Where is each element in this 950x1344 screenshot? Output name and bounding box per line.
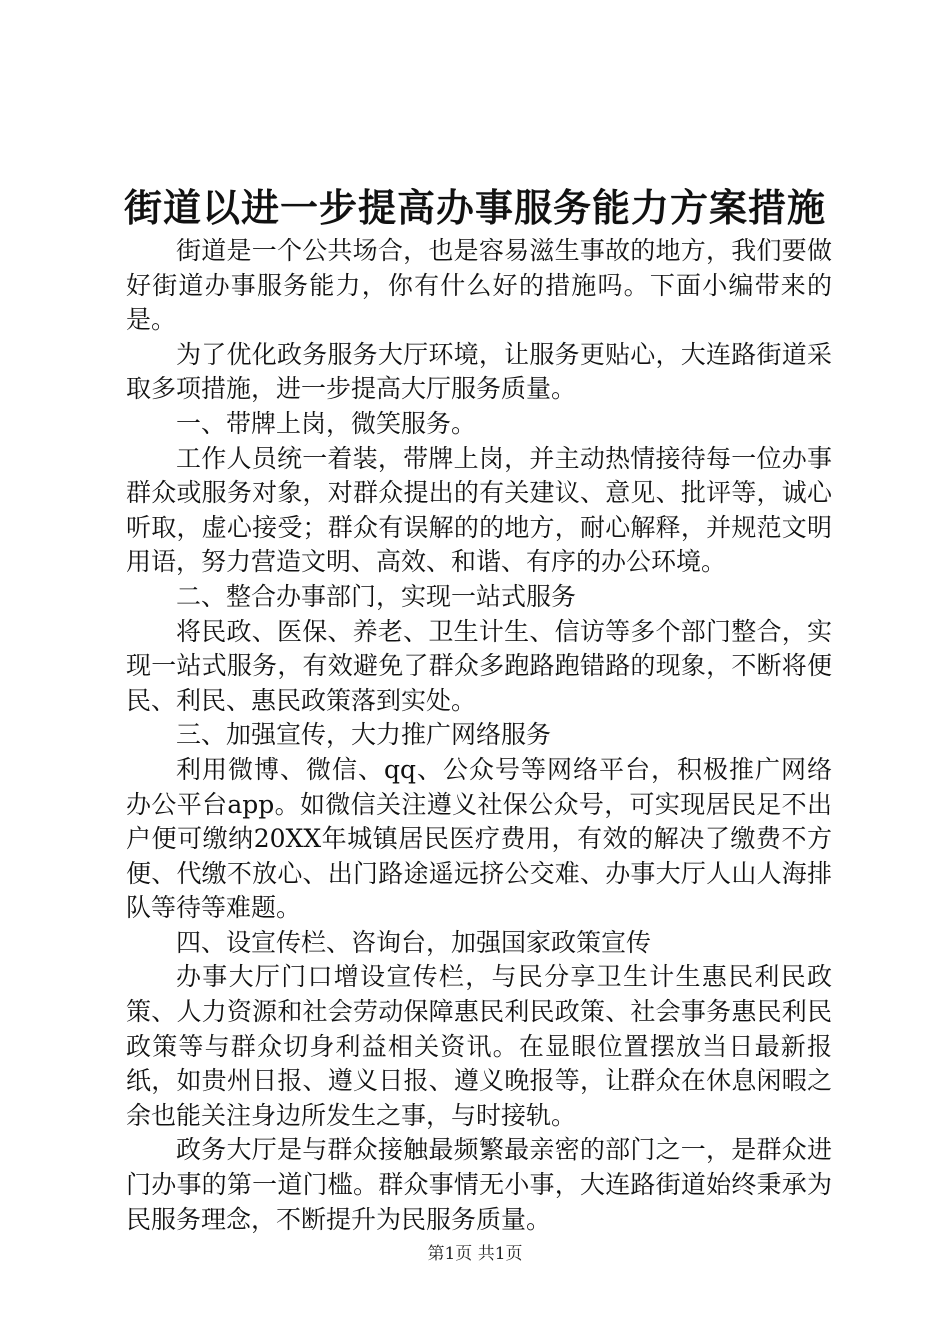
paragraph-conclusion: 政务大厅是与群众接触最频繁最亲密的部门之一，是群众进门办事的第一道门槛。群众事情无小事，大连路街道始终秉承为民服务理念，不断提升为民服务质量。 — [126, 1135, 832, 1234]
paragraph-overview: 为了优化政务服务大厅环境，让服务更贴心，大连路街道采取多项措施，进一步提高大厅服务质量。 — [126, 339, 832, 404]
section-heading-1: 一、带牌上岗，微笑服务。 — [176, 408, 477, 438]
paragraph-section-4: 办事大厅门口增设宣传栏，与民分享卫生计生惠民利民政策、人力资源和社会劳动保障惠民利民政策、社会事务惠民利民政策等与群众切身利益相关资讯。在显眼位置摆放当日最新报纸，如贵州日报、遵义日报、遵义晚报等，让群众在休息闲暇之余也能关注身边所发生之事，与时接轨。 — [126, 962, 832, 1130]
section-heading-2: 二、整合办事部门，实现一站式服务 — [176, 581, 577, 611]
page-footer: 第1页 共1页 — [427, 1244, 523, 1264]
paragraph-section-1: 工作人员统一着装，带牌上岗，并主动热情接待每一位办事群众或服务对象，对群众提出的有关建议、意见、批评等，诚心听取，虚心接受；群众有误解的的地方，耐心解释，并规范文明用语，努力营造文明、高效、和谐、有序的办公环境。 — [126, 443, 832, 577]
paragraph-section-2: 将民政、医保、养老、卫生计生、信访等多个部门整合，实现一站式服务，有效避免了群众多跑路跑错路的现象，不断将便民、利民、惠民政策落到实处。 — [126, 616, 832, 715]
document-title: 街道以进一步提高办事服务能力方案措施 — [123, 185, 826, 230]
document-body — [126, 234, 832, 1237]
paragraph-section-3: 利用微博、微信、qq、公众号等网络平台，积极推广网络办公平台app。如微信关注遵义社保公众号，可实现居民足不出户便可缴纳20XX年城镇居民医疗费用，有效的解决了缴费不方便、代缴不放心、出门路途遥远挤公交难、办事大厅人山人海排队等待等难题。 — [126, 754, 832, 923]
paragraph-intro: 街道是一个公共场合，也是容易滋生事故的地方，我们要做好街道办事服务能力，你有什么好的措施吗。下面小编带来的是。 — [126, 236, 832, 335]
section-heading-4: 四、设宣传栏、咨询台，加强国家政策宣传 — [176, 927, 652, 957]
section-heading-3: 三、加强宣传，大力推广网络服务 — [176, 720, 552, 750]
